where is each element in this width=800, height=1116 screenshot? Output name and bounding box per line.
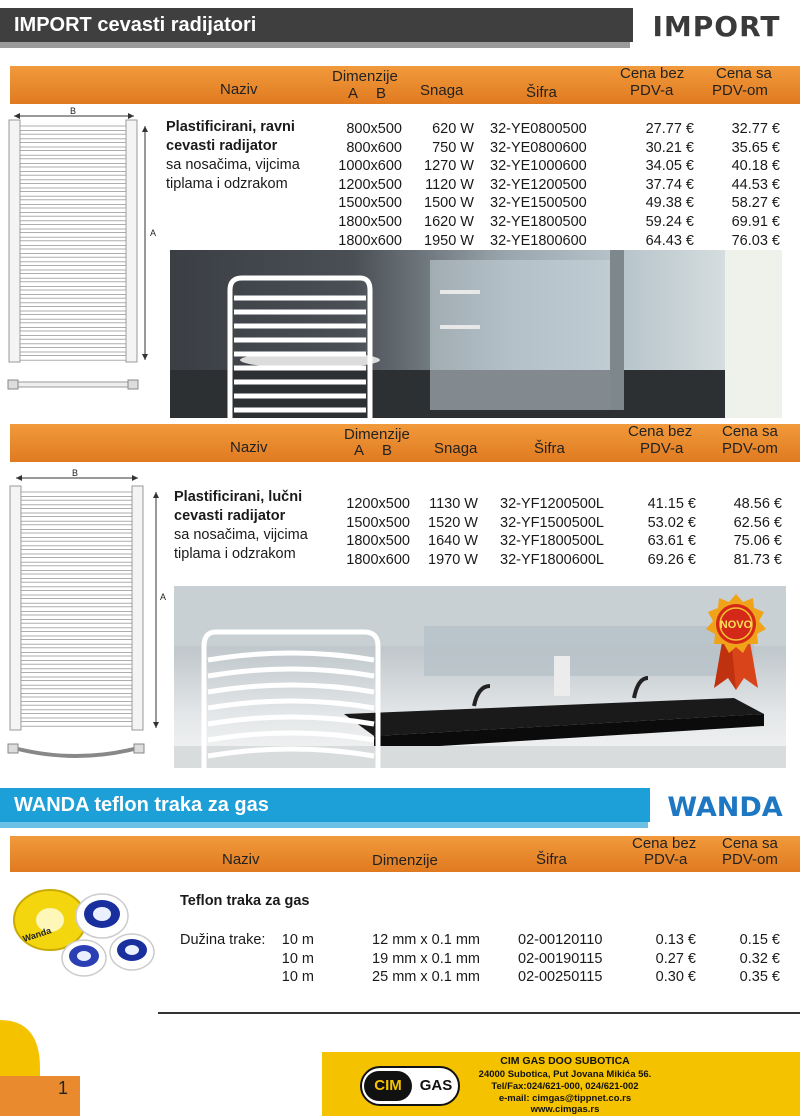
- header-dimenzije-2: Dimenzije: [344, 426, 410, 443]
- brand-wanda: WANDA: [667, 792, 783, 823]
- row-duzina: 10 m: [281, 932, 314, 948]
- row-sifra: 02-00250115: [518, 969, 603, 986]
- row-cena-sa: 48.56 €: [733, 496, 782, 512]
- header-naziv: Naziv: [220, 81, 258, 98]
- row-cena-bez: 0.27 €: [655, 950, 696, 967]
- row-snaga: 1120 W: [425, 176, 474, 193]
- tape-brand-label: Wanda: [21, 925, 53, 944]
- header-cena-bez-1-2: Cena bez: [628, 423, 693, 440]
- bathroom-photo-straight-art: [170, 250, 782, 418]
- header-dimenzije: Dimenzije: [332, 68, 398, 85]
- footer-company: CIM GAS DOO SUBOTICA: [500, 1055, 630, 1067]
- row-snaga: 620 W: [432, 121, 474, 137]
- page-number: 1: [58, 1078, 69, 1098]
- row-cena-bez: 53.02 €: [647, 514, 696, 531]
- product-name-straight-2: cevasti radijator: [166, 138, 278, 154]
- novo-badge-label: NOVO: [719, 619, 753, 631]
- row-dimenzije: 1500x500: [338, 195, 402, 212]
- diagram-label-b: B: [70, 106, 77, 116]
- header-cena-bez-1: Cena bez: [620, 65, 685, 82]
- bathroom-photo-straight: [170, 250, 782, 418]
- row-sifra: 32-YE1000600: [490, 158, 587, 175]
- row-snaga: 1640 W: [428, 533, 478, 550]
- row-sifra: 02-00190115: [518, 950, 603, 967]
- table-header-teflon: [10, 836, 800, 872]
- row-dimenzije: 1000x600: [338, 158, 402, 175]
- row-snaga: 750 W: [432, 139, 474, 156]
- row-dimenzije: 1800x600: [338, 232, 402, 249]
- row-cena-bez: 0.13 €: [655, 932, 696, 948]
- header-snaga: Snaga: [420, 82, 464, 99]
- row-snaga: 1970 W: [428, 551, 478, 568]
- header-cena-sa-2: PDV-om: [712, 82, 768, 99]
- product-name-curved-1: Plastificirani, lučni: [174, 489, 303, 505]
- diagram-label-b-2: B: [72, 468, 79, 478]
- header-snaga-2: Snaga: [434, 440, 478, 457]
- row-dimenzije: 1800x500: [346, 533, 410, 550]
- header-cena-sa-2-2: PDV-om: [722, 440, 778, 457]
- page-corner-shape: [0, 1020, 80, 1116]
- row-duzina: 10 m: [281, 969, 314, 986]
- logo-gas-text: GAS: [419, 1077, 453, 1094]
- row-cena-bez: 41.15 €: [647, 496, 696, 512]
- row-cena-bez: 63.61 €: [647, 533, 696, 550]
- row-cena-bez: 34.05 €: [645, 158, 694, 175]
- row-sifra: 32-YE0800600: [490, 139, 587, 156]
- row-dimenzije: 1500x500: [346, 514, 410, 531]
- radiator-straight-diagram: [0, 104, 168, 404]
- title-bar-shadow: [0, 42, 630, 48]
- header-dim-a-2: A: [354, 442, 365, 459]
- row-sifra: 32-YE1500500: [490, 195, 587, 212]
- header-cena-sa-1-3: Cena sa: [722, 835, 778, 852]
- row-dimenzije: 1200x500: [338, 176, 402, 193]
- row-cena-sa: 44.53 €: [731, 176, 780, 193]
- table-header-radiators-straight: [10, 66, 800, 104]
- row-cena-bez: 69.26 €: [647, 551, 696, 568]
- row-cena-bez: 37.74 €: [645, 176, 694, 193]
- product-name-curved-2: cevasti radijator: [174, 508, 286, 524]
- footer-email[interactable]: e-mail: cimgas@tippnet.co.rs: [498, 1093, 632, 1104]
- product-name-straight-1: Plastificirani, ravni: [166, 119, 295, 135]
- section-title-wanda: WANDA teflon traka za gas: [14, 794, 269, 816]
- header-dim-a: A: [348, 85, 359, 102]
- row-dimenzije: 800x500: [346, 121, 402, 137]
- header-cena-sa-1: Cena sa: [716, 65, 772, 82]
- teflon-tape-rolls-image: [6, 880, 156, 990]
- row-cena-sa: 69.91 €: [731, 214, 780, 230]
- logo-cim-text: CIM: [364, 1071, 412, 1101]
- row-sifra: 32-YF1800600L: [500, 551, 604, 568]
- row-cena-sa: 35.65 €: [731, 139, 780, 156]
- header-dim-b: B: [376, 85, 387, 102]
- row-sifra: 32-YF1200500L: [500, 496, 604, 512]
- bathroom-photo-curved-art: [174, 586, 786, 768]
- row-dimenzije: 1800x500: [338, 214, 402, 230]
- header-cena-bez-1-3: Cena bez: [632, 835, 697, 852]
- header-sifra: Šifra: [526, 84, 557, 101]
- row-cena-sa: 0.15 €: [739, 932, 780, 948]
- brand-box-import: [633, 4, 800, 46]
- bathroom-photo-curved: [174, 586, 786, 768]
- product-desc-straight-1: sa nosačima, vijcima: [166, 157, 300, 173]
- section-divider-line: [158, 1012, 800, 1014]
- row-cena-bez: 27.77 €: [645, 121, 694, 137]
- row-snaga: 1270 W: [424, 158, 474, 175]
- row-dimenzije: 19 mm x 0.1 mm: [372, 950, 480, 967]
- cimgas-logo: [360, 1066, 460, 1106]
- product-desc-curved-1: sa nosačima, vijcima: [174, 527, 308, 543]
- row-dimenzije: 12 mm x 0.1 mm: [372, 932, 480, 948]
- header-cena-sa-1-2: Cena sa: [722, 423, 778, 440]
- row-sifra: 32-YE1800500: [490, 214, 587, 230]
- brand-box-wanda: [650, 784, 800, 826]
- row-cena-bez: 64.43 €: [645, 232, 694, 249]
- row-cena-sa: 0.35 €: [739, 969, 780, 986]
- header-cena-bez-2: PDV-a: [630, 82, 674, 99]
- novo-badge-icon: [700, 592, 772, 692]
- row-cena-bez: 0.30 €: [655, 969, 696, 986]
- row-dimenzije: 25 mm x 0.1 mm: [372, 969, 480, 986]
- footer-address: 24000 Subotica, Put Jovana Mikića 56.: [478, 1069, 652, 1080]
- footer-phone: Tel/Fax:024/621-000, 024/621-002: [491, 1081, 639, 1092]
- row-cena-bez: 49.38 €: [645, 195, 694, 212]
- teflon-product-name: Teflon traka za gas: [180, 893, 310, 909]
- product-desc-straight-2: tiplama i odzrakom: [166, 176, 288, 192]
- row-snaga: 1950 W: [424, 232, 474, 249]
- diagram-label-a-2: A: [160, 592, 167, 602]
- row-cena-sa: 81.73 €: [733, 551, 782, 568]
- row-cena-bez: 30.21 €: [645, 139, 694, 156]
- row-cena-sa: 62.56 €: [733, 514, 782, 531]
- header-dim-b-2: B: [382, 442, 393, 459]
- row-cena-sa: 76.03 €: [731, 232, 780, 249]
- row-snaga: 1130 W: [429, 496, 478, 512]
- row-cena-sa: 58.27 €: [731, 195, 780, 212]
- header-sifra-3: Šifra: [536, 851, 567, 868]
- row-sifra: 32-YF1800500L: [500, 533, 604, 550]
- row-cena-sa: 75.06 €: [733, 533, 782, 550]
- brand-import: IMPORT: [652, 10, 781, 43]
- row-cena-sa: 40.18 €: [731, 158, 780, 175]
- row-sifra: 32-YE1800600: [490, 232, 587, 249]
- row-cena-bez: 59.24 €: [645, 214, 694, 230]
- diagram-label-a: A: [150, 228, 157, 238]
- table-header-radiators-curved: [10, 424, 800, 462]
- header-dimenzije-3: Dimenzije: [372, 852, 438, 869]
- row-cena-sa: 0.32 €: [739, 950, 780, 967]
- header-naziv-2: Naziv: [230, 439, 268, 456]
- row-sifra: 02-00120110: [518, 932, 603, 948]
- row-snaga: 1620 W: [424, 214, 474, 230]
- header-naziv-3: Naziv: [222, 851, 260, 868]
- row-sifra: 32-YE1200500: [490, 176, 587, 193]
- row-snaga: 1520 W: [428, 514, 478, 531]
- row-dimenzije: 1800x600: [346, 551, 410, 568]
- row-sifra: 32-YF1500500L: [500, 514, 604, 531]
- section-title-import: IMPORT cevasti radijatori: [14, 14, 257, 36]
- row-cena-sa: 32.77 €: [731, 121, 780, 137]
- row-sifra: 32-YE0800500: [490, 121, 587, 137]
- header-cena-bez-2-2: PDV-a: [640, 440, 684, 457]
- row-duzina: 10 m: [281, 950, 314, 967]
- teflon-length-label: Dužina trake:: [180, 932, 266, 948]
- header-cena-bez-2-3: PDV-a: [644, 851, 688, 868]
- title-bar-shadow-wanda: [0, 822, 648, 828]
- row-dimenzije: 1200x500: [346, 496, 410, 512]
- row-snaga: 1500 W: [424, 195, 474, 212]
- header-sifra-2: Šifra: [534, 440, 565, 457]
- radiator-curved-diagram: [0, 466, 172, 766]
- row-dimenzije: 800x600: [346, 139, 402, 156]
- product-desc-curved-2: tiplama i odzrakom: [174, 546, 296, 562]
- footer-website[interactable]: www.cimgas.rs: [530, 1104, 600, 1115]
- header-cena-sa-2-3: PDV-om: [722, 851, 778, 868]
